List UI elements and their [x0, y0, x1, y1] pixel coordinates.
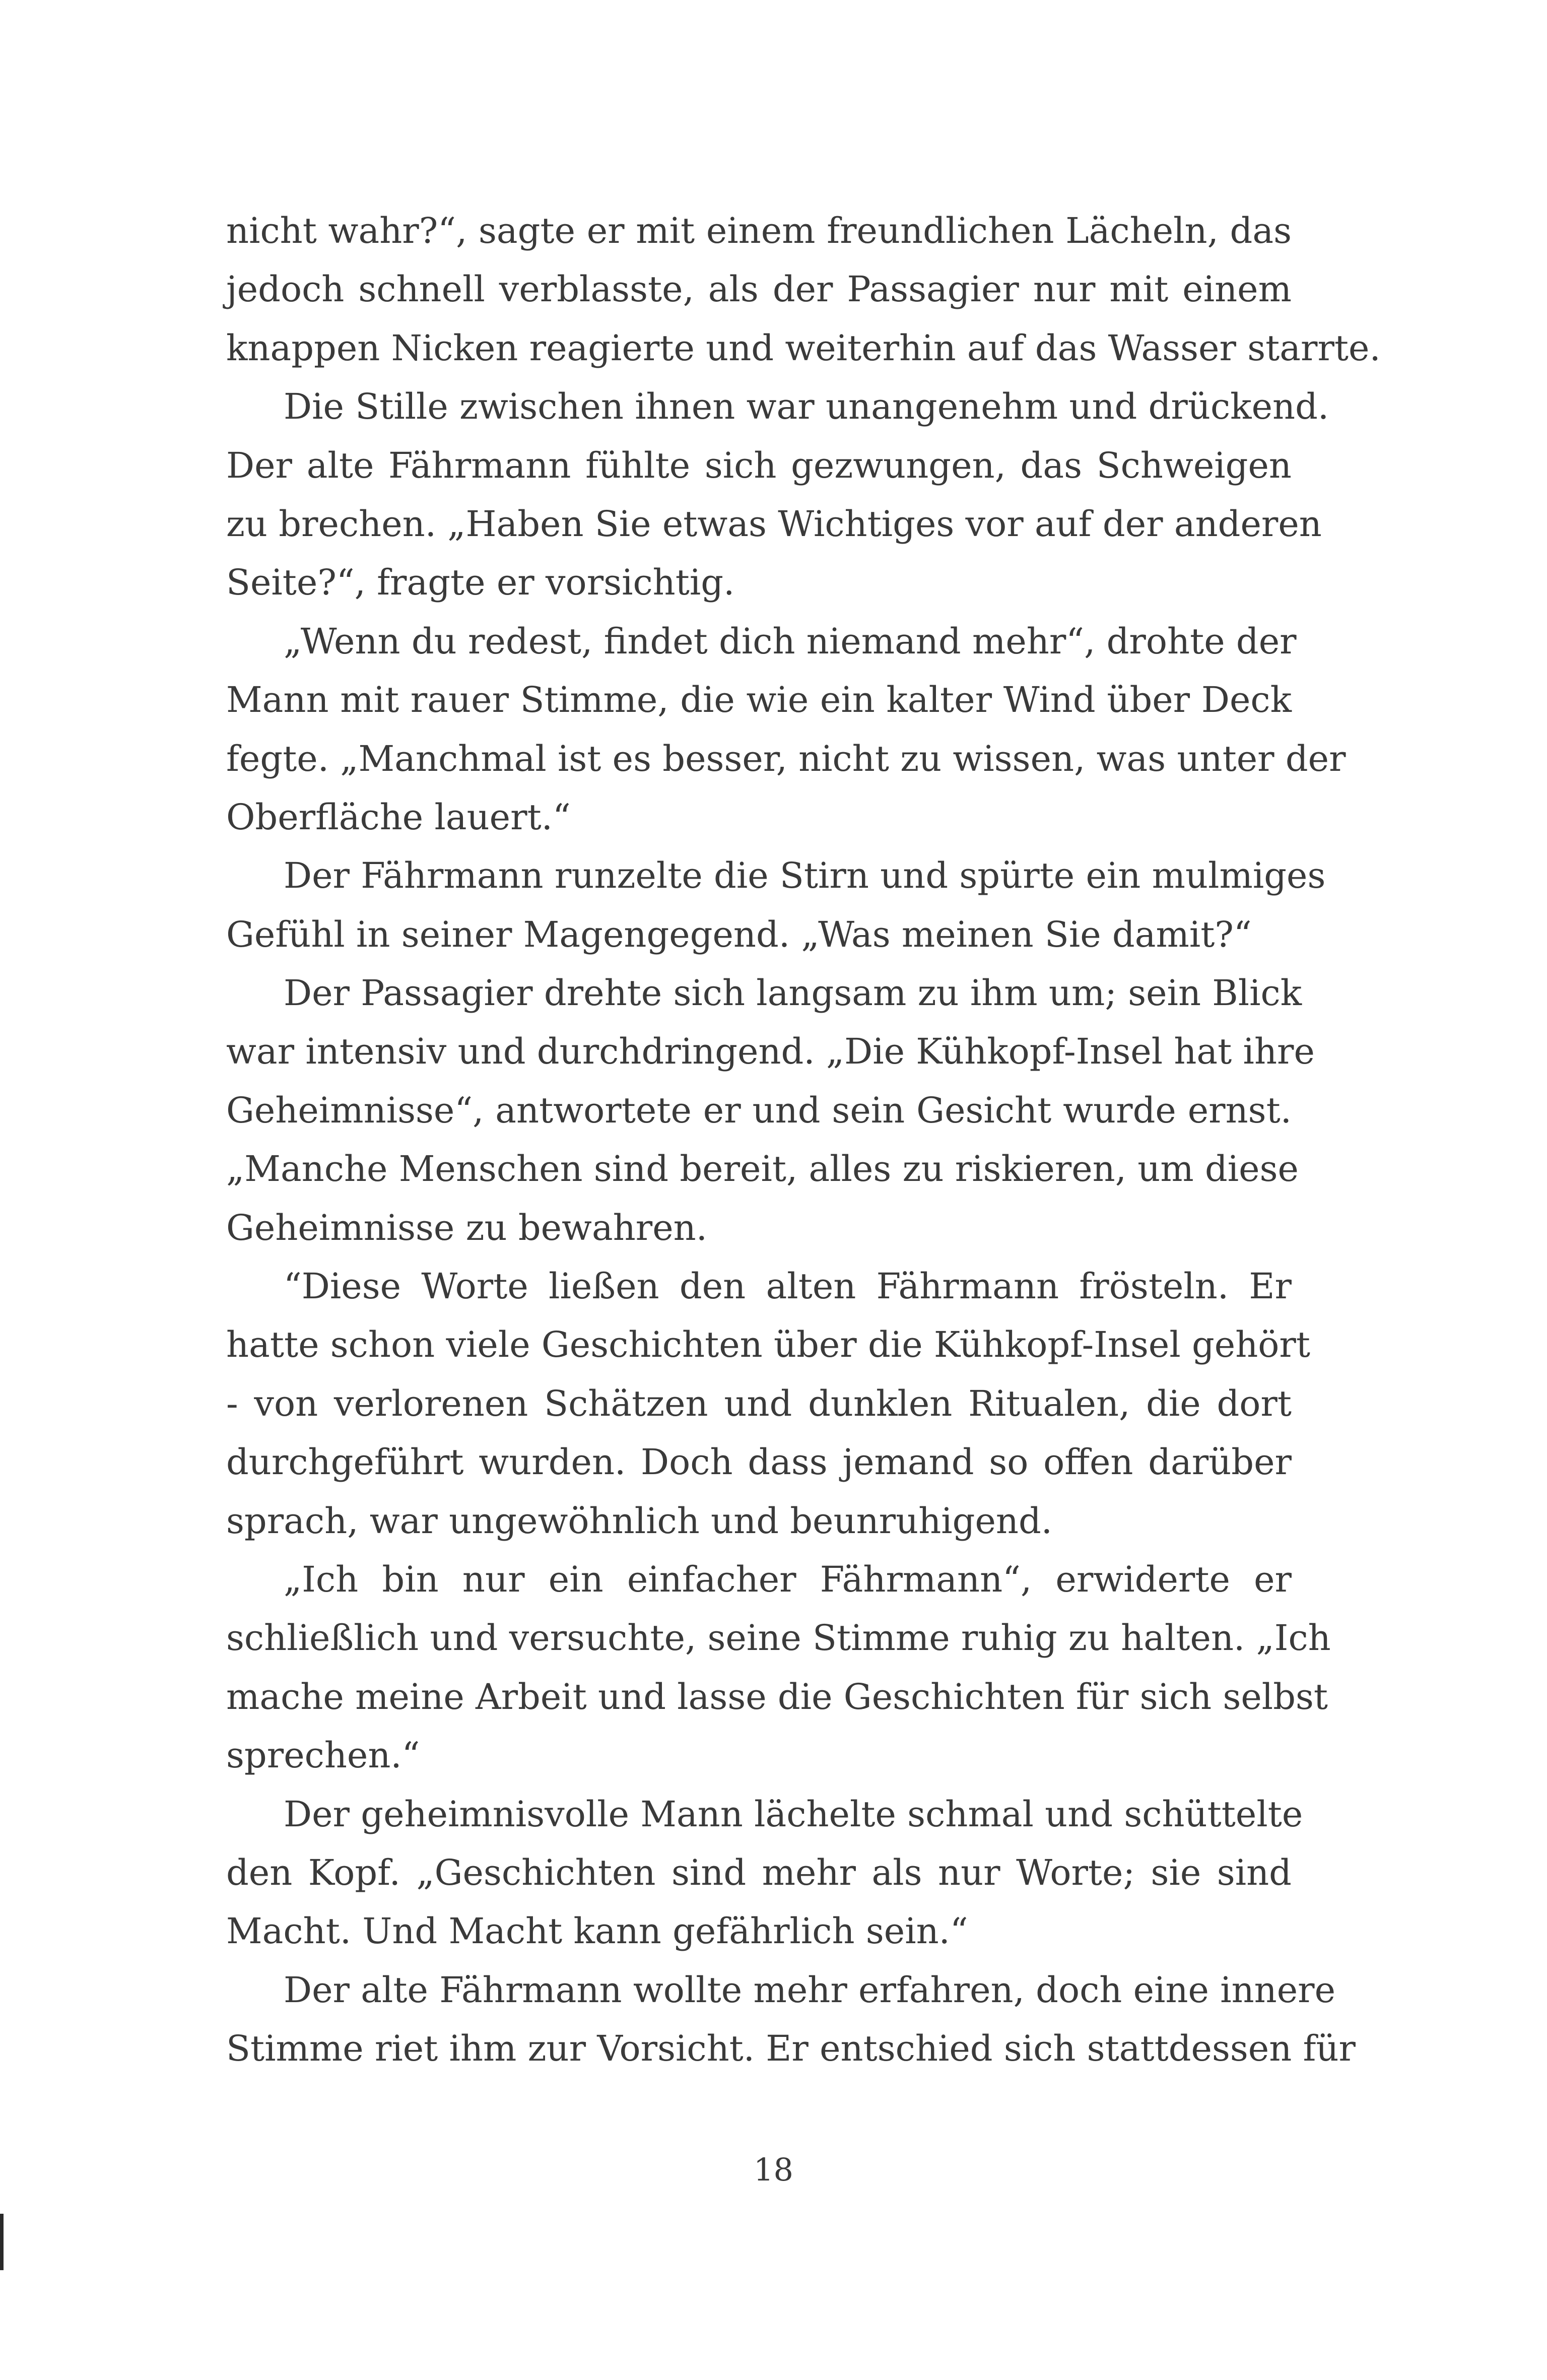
text-line: Geheimnisse zu bewahren.: [226, 1207, 708, 1248]
text-line: “Diese Worte ließen den alten Fährmann frösteln. Er: [284, 1266, 1292, 1307]
text-line: - von verlorenen Schätzen und dunklen Ritualen, die dort: [226, 1382, 1292, 1424]
paragraph: [226, 964, 1315, 1257]
text-line: sprach, war ungewöhnlich und beunruhigend.: [226, 1500, 1053, 1542]
text-line: nicht wahr?“, sagte er mit einem freundlichen Lächeln, das: [226, 210, 1292, 251]
text-line: Der geheimnisvolle Mann lächelte schmal und schüttelte: [284, 1793, 1303, 1835]
page-edge-mark: [0, 2214, 4, 2270]
text-line: Oberfläche lauert.“: [226, 796, 571, 838]
text-line: Macht. Und Macht kann gefährlich sein.“: [226, 1910, 968, 1952]
text-line: Der alte Fährmann fühlte sich gezwungen, das Schweigen: [226, 444, 1292, 486]
text-line: Der Fährmann runzelte die Stirn und spürte ein mulmiges: [284, 855, 1326, 897]
text-line: Stimme riet ihm zur Vorsicht. Er entschied sich stattdessen für: [226, 2028, 1356, 2070]
text-line: jedoch schnell verblasste, als der Passagier nur mit einem: [226, 269, 1292, 310]
text-line: Der Passagier drehte sich langsam zu ihm um; sein Blick: [284, 972, 1302, 1014]
text-line: „Wenn du redest, findet dich niemand mehr“, drohte der: [284, 620, 1297, 662]
text-line: Der alte Fährmann wollte mehr erfahren, doch eine innere: [284, 1969, 1336, 2011]
body-text: [226, 202, 1381, 2078]
text-line: Seite?“, fragte er vorsichtig.: [226, 562, 735, 604]
paragraph: [226, 377, 1329, 612]
text-line: knappen Nicken reagierte und weiterhin auf das Wasser starrte.: [226, 327, 1381, 369]
text-line: fegte. „Manchmal ist es besser, nicht zu wissen, was unter der: [226, 738, 1346, 779]
paragraph: [226, 202, 1381, 377]
paragraph: [226, 1550, 1331, 1785]
paragraph: [226, 1257, 1311, 1550]
text-line: durchgeführt wurden. Doch dass jemand so offen darüber: [226, 1441, 1292, 1483]
paragraph: [226, 846, 1326, 964]
text-line: den Kopf. „Geschichten sind mehr als nur Worte; sie sind: [226, 1852, 1292, 1893]
page-number: 18: [754, 2151, 793, 2188]
text-line: sprechen.“: [226, 1735, 420, 1776]
text-line: war intensiv und durchdringend. „Die Kühkopf-Insel hat ihre: [226, 1031, 1315, 1073]
paragraph: [226, 1785, 1303, 1961]
text-line: Mann mit rauer Stimme, die wie ein kalter Wind über Deck: [226, 679, 1292, 721]
paragraph: [226, 1961, 1356, 2078]
text-line: schließlich und versuchte, seine Stimme ruhig zu halten. „Ich: [226, 1617, 1331, 1659]
text-line: Die Stille zwischen ihnen war unangenehm und drückend.: [284, 386, 1329, 428]
text-line: Geheimnisse“, antwortete er und sein Gesicht wurde ernst.: [226, 1089, 1292, 1131]
text-line: „Ich bin nur ein einfacher Fährmann“, erwiderte er: [284, 1558, 1292, 1600]
text-line: zu brechen. „Haben Sie etwas Wichtiges vor auf der anderen: [226, 503, 1322, 545]
text-line: hatte schon viele Geschichten über die Kühkopf-Insel gehört: [226, 1324, 1311, 1366]
paragraph: [226, 612, 1346, 847]
text-line: „Manche Menschen sind bereit, alles zu riskieren, um diese: [226, 1148, 1299, 1190]
text-line: mache meine Arbeit und lasse die Geschichten für sich selbst: [226, 1676, 1328, 1717]
text-line: Gefühl in seiner Magengegend. „Was meinen Sie damit?“: [226, 913, 1252, 955]
